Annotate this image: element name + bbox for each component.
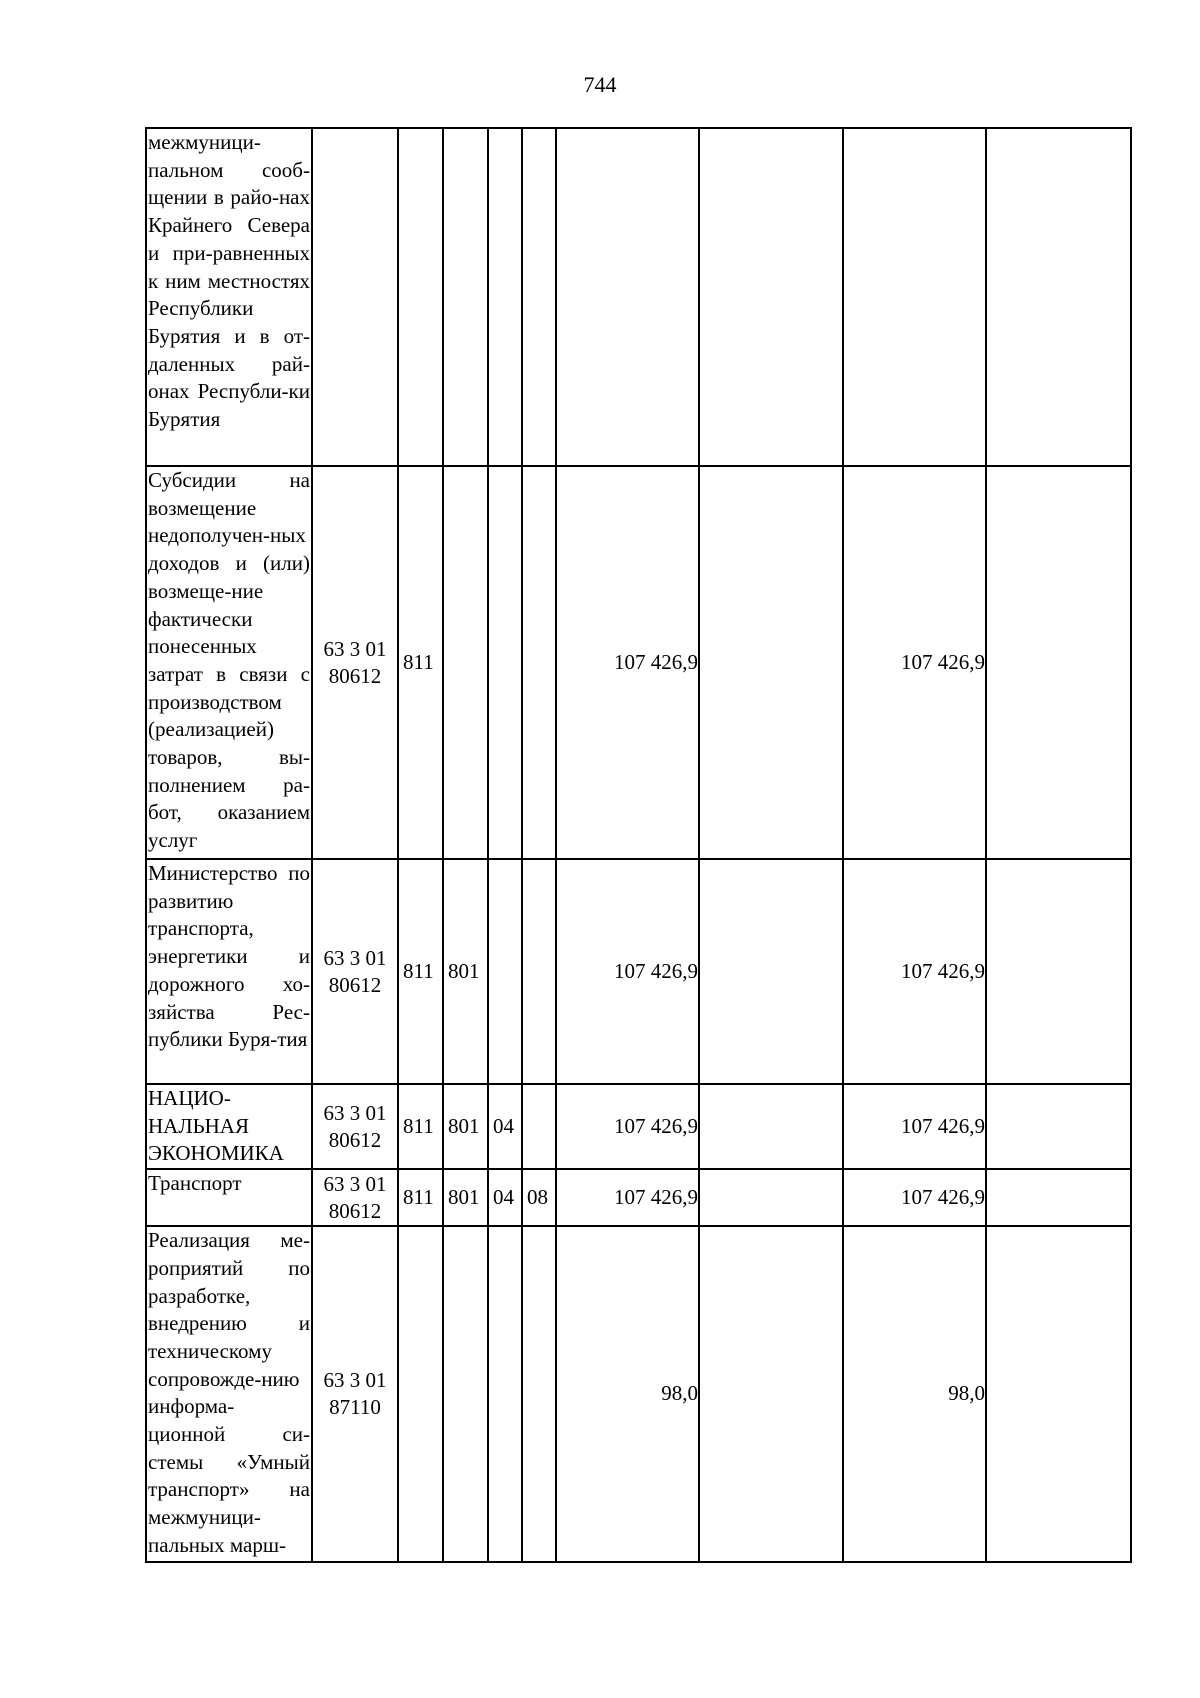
amount-cell-4 (986, 128, 1131, 466)
amount-cell-2 (699, 128, 843, 466)
amount-cell-1: 107 426,9 (556, 466, 699, 859)
target-code-line2: 80612 (328, 972, 382, 997)
amount-cell-1: 107 426,9 (556, 1084, 699, 1169)
row-name-cell: Субсидии на возмещение недополучен-ных доходов и (или) возмеще-ние фактически понесенных затрат в связи с производством (реализацией) товаров, вы-полнением ра-бот, оказанием услуг (146, 466, 312, 859)
section-code-cell (488, 859, 522, 1084)
target-code-line1: 63 3 01 (323, 945, 387, 970)
target-code-line2: 80612 (328, 663, 382, 688)
department-code-cell: 801 (443, 1084, 488, 1169)
row-name-cell: межмуници-пальном сооб-щении в райо-нах Крайнего Севера и при-равненных к ним местностях Республики Бурятия и в от-даленных рай-онах Республи-ки Бурятия (146, 128, 312, 466)
subsection-code-cell (522, 466, 556, 859)
target-code-line2: 80612 (328, 1198, 382, 1223)
amount-cell-2 (699, 1226, 843, 1562)
section-code-cell: 04 (488, 1084, 522, 1169)
target-code-cell (312, 1226, 398, 1562)
subsection-code-cell (522, 128, 556, 466)
table-row (146, 1169, 1131, 1226)
amount-cell-4 (986, 466, 1131, 859)
table-row (146, 859, 1131, 1084)
amount-cell-3: 107 426,9 (843, 1169, 986, 1226)
page-number: 744 (583, 72, 617, 97)
table-row (146, 466, 1131, 859)
table-row (146, 1084, 1131, 1169)
target-code-line1: 63 3 01 (323, 1368, 387, 1393)
expense-type-cell: 811 (398, 466, 443, 859)
expense-type-cell: 811 (398, 1169, 443, 1226)
target-code-line1: 63 3 01 (323, 1171, 387, 1196)
target-code-line2: 80612 (328, 1127, 382, 1152)
target-code-cell (312, 1169, 398, 1226)
section-code-cell: 04 (488, 1169, 522, 1226)
amount-cell-4 (986, 1226, 1131, 1562)
row-name-cell: Реализация ме-роприятий по разработке, внедрению и техническому сопровожде-нию информа-ционной си-стемы «Умный транспорт» на межмуници-пальных марш- (146, 1226, 312, 1562)
amount-cell-1 (556, 128, 699, 466)
amount-cell-4 (986, 1084, 1131, 1169)
amount-cell-3: 107 426,9 (843, 859, 986, 1084)
section-code-cell (488, 1226, 522, 1562)
department-code-cell (443, 1226, 488, 1562)
budget-table (145, 127, 1132, 1563)
amount-cell-1: 107 426,9 (556, 859, 699, 1084)
department-code-cell: 801 (443, 859, 488, 1084)
amount-cell-2 (699, 1084, 843, 1169)
amount-cell-3: 107 426,9 (843, 466, 986, 859)
row-name-cell: Транспорт (146, 1169, 312, 1226)
amount-cell-2 (699, 1169, 843, 1226)
table-row (146, 1226, 1131, 1562)
amount-cell-3: 98,0 (843, 1226, 986, 1562)
target-code-cell (312, 859, 398, 1084)
section-code-cell (488, 466, 522, 859)
amount-cell-4 (986, 1169, 1131, 1226)
amount-cell-1: 98,0 (556, 1226, 699, 1562)
target-code-line1: 63 3 01 (323, 636, 387, 661)
expense-type-cell: 811 (398, 859, 443, 1084)
amount-cell-2 (699, 859, 843, 1084)
target-code-cell (312, 1084, 398, 1169)
expense-type-cell (398, 1226, 443, 1562)
row-name-cell: Министерство по развитию транспорта, энергетики и дорожного хо-зяйства Рес-публики Буря-тия (146, 859, 312, 1084)
amount-cell-3: 107 426,9 (843, 1084, 986, 1169)
department-code-cell: 801 (443, 1169, 488, 1226)
amount-cell-3 (843, 128, 986, 466)
table-row (146, 128, 1131, 466)
amount-cell-1: 107 426,9 (556, 1169, 699, 1226)
amount-cell-2 (699, 466, 843, 859)
department-code-cell (443, 466, 488, 859)
row-name-cell: НАЦИО-НАЛЬНАЯ ЭКОНОМИКА (146, 1084, 312, 1169)
subsection-code-cell (522, 1084, 556, 1169)
target-code-line1: 63 3 01 (323, 1100, 387, 1125)
subsection-code-cell (522, 1226, 556, 1562)
department-code-cell (443, 128, 488, 466)
expense-type-cell: 811 (398, 1084, 443, 1169)
subsection-code-cell: 08 (522, 1169, 556, 1226)
target-code-line2: 87110 (329, 1395, 381, 1420)
target-code-cell (312, 466, 398, 859)
expense-type-cell (398, 128, 443, 466)
section-code-cell (488, 128, 522, 466)
subsection-code-cell (522, 859, 556, 1084)
amount-cell-4 (986, 859, 1131, 1084)
target-code-cell (312, 128, 398, 466)
